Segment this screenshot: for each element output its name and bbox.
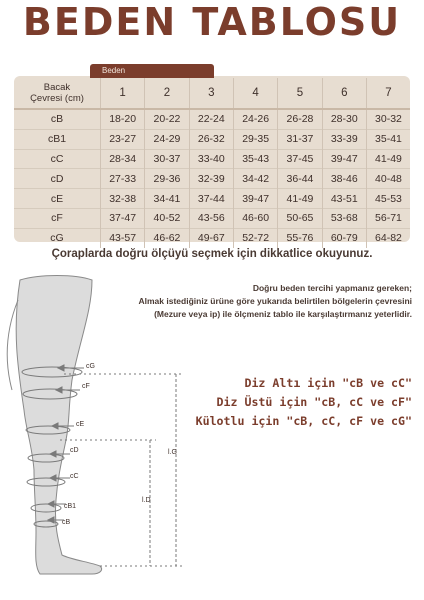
size-range-cell: 30-37 (145, 149, 189, 169)
row-header-line: Çevresi (cm) (30, 93, 84, 104)
size-range-cell: 24-26 (233, 109, 277, 129)
table-row (14, 109, 410, 129)
usage-line: Diz Altı için "cB ve cC" (244, 376, 412, 390)
size-group-header: Beden (90, 64, 214, 78)
size-range-cell: 35-41 (375, 133, 402, 146)
size-range-cell: 32-39 (189, 169, 233, 189)
page-title: BEDEN TABLOSU (22, 0, 402, 44)
row-label: cE (14, 189, 100, 209)
size-range-cell: 36-44 (278, 169, 322, 189)
size-column-header: 6 (322, 78, 366, 109)
size-range-cell: 46-60 (233, 208, 277, 228)
size-range-cell: 18-20 (100, 109, 144, 129)
size-range-cell: 32-38 (100, 189, 144, 209)
size-range-cell: 43-57 (100, 228, 144, 247)
size-range-cell: 64-82 (375, 232, 402, 245)
size-range-cell: 52-72 (233, 228, 277, 247)
label-lD: l.D (142, 497, 151, 504)
leg-silhouette (16, 276, 101, 575)
size-column-header: 5 (278, 78, 322, 109)
size-range-cell: 56-71 (375, 212, 402, 225)
size-range-cell: 37-45 (278, 149, 322, 169)
table-row (14, 208, 410, 228)
size-range-cell: 24-29 (145, 129, 189, 149)
size-range-cell: 53-68 (322, 208, 366, 228)
size-range-cell: 23-27 (100, 129, 144, 149)
size-range-cell: 33-39 (322, 129, 366, 149)
size-range-cell: 40-48 (375, 172, 402, 185)
size-range-cell: 31-37 (278, 129, 322, 149)
size-range-cell: 39-47 (322, 149, 366, 169)
size-range-cell: 34-41 (145, 189, 189, 209)
table-row (14, 169, 410, 189)
size-range-cell: 29-36 (145, 169, 189, 189)
size-range-cell: 38-46 (322, 169, 366, 189)
row-label: cG (14, 228, 100, 247)
label-cF: cF (82, 383, 90, 390)
row-label: cD (14, 169, 100, 189)
size-range-cell: 43-56 (189, 208, 233, 228)
size-range-cell: 49-67 (189, 228, 233, 247)
size-range-cell: 28-34 (100, 149, 144, 169)
size-range-cell: 35-43 (233, 149, 277, 169)
instruction-note: Çoraplarda doğru ölçüyü seçmek için dikkatlice okuyunuz. (51, 248, 373, 260)
size-range-cell: 20-22 (145, 109, 189, 129)
row-label: cC (14, 149, 100, 169)
label-cD: cD (70, 447, 79, 454)
row-label: cB (14, 109, 100, 129)
label-cB: cB (62, 519, 71, 526)
size-range-cell: 33-40 (189, 149, 233, 169)
hint-line: (Mezure veya ip) ile ölçmeniz tablo ile karşılaştırmanız yeterlidir. (154, 309, 412, 319)
size-range-cell: 37-44 (189, 189, 233, 209)
size-range-cell: 46-62 (145, 228, 189, 247)
size-column-header: 2 (145, 78, 189, 109)
usage-line: Diz Üstü için "cB, cC ve cF" (216, 395, 412, 409)
size-range-cell: 50-65 (278, 208, 322, 228)
size-range-cell: 43-51 (322, 189, 366, 209)
size-range-cell: 27-33 (100, 169, 144, 189)
size-range-cell: 40-52 (145, 208, 189, 228)
table-row (14, 129, 410, 149)
hint-line: Doğru beden tercihi yapmanız gereken; (252, 283, 412, 293)
size-range-cell: 26-32 (189, 129, 233, 149)
size-range-cell: 22-24 (189, 109, 233, 129)
table-row (14, 149, 410, 169)
size-table (14, 78, 410, 248)
size-table-header-row (14, 78, 410, 109)
size-range-cell: 26-28 (278, 109, 322, 129)
size-range-cell: 30-32 (375, 113, 402, 126)
label-cE: cE (76, 421, 85, 428)
size-column-header: 4 (233, 78, 277, 109)
size-range-cell: 55-76 (278, 228, 322, 247)
label-cG: cG (86, 363, 95, 370)
size-range-cell: 45-53 (375, 192, 402, 205)
size-column-header: 7 (366, 78, 410, 109)
size-range-cell: 29-35 (233, 129, 277, 149)
usage-line: Külotlu için "cB, cC, cF ve cG" (195, 414, 412, 428)
size-range-cell: 41-49 (278, 189, 322, 209)
row-label: cF (14, 208, 100, 228)
label-cB1: cB1 (64, 503, 77, 510)
size-range-cell: 34-42 (233, 169, 277, 189)
size-range-cell: 28-30 (322, 109, 366, 129)
row-header-cell (14, 78, 100, 109)
row-label: cB1 (14, 129, 100, 149)
row-header-line: Bacak (43, 82, 71, 93)
hint-line: Almak istediğiniz ürüne göre yukarıda belirtilen bölgelerin çevresini (138, 296, 412, 306)
size-column-header: 1 (100, 78, 144, 109)
label-lG: l.G (168, 449, 177, 456)
table-row (14, 189, 410, 209)
size-column-header: 3 (189, 78, 233, 109)
size-range-cell: 41-49 (375, 152, 402, 165)
size-range-cell: 60-79 (322, 228, 366, 247)
label-cC: cC (70, 473, 79, 480)
size-range-cell: 37-47 (100, 208, 144, 228)
leg-measurement-diagram (0, 270, 200, 600)
size-range-cell: 39-47 (233, 189, 277, 209)
table-row (14, 228, 410, 247)
